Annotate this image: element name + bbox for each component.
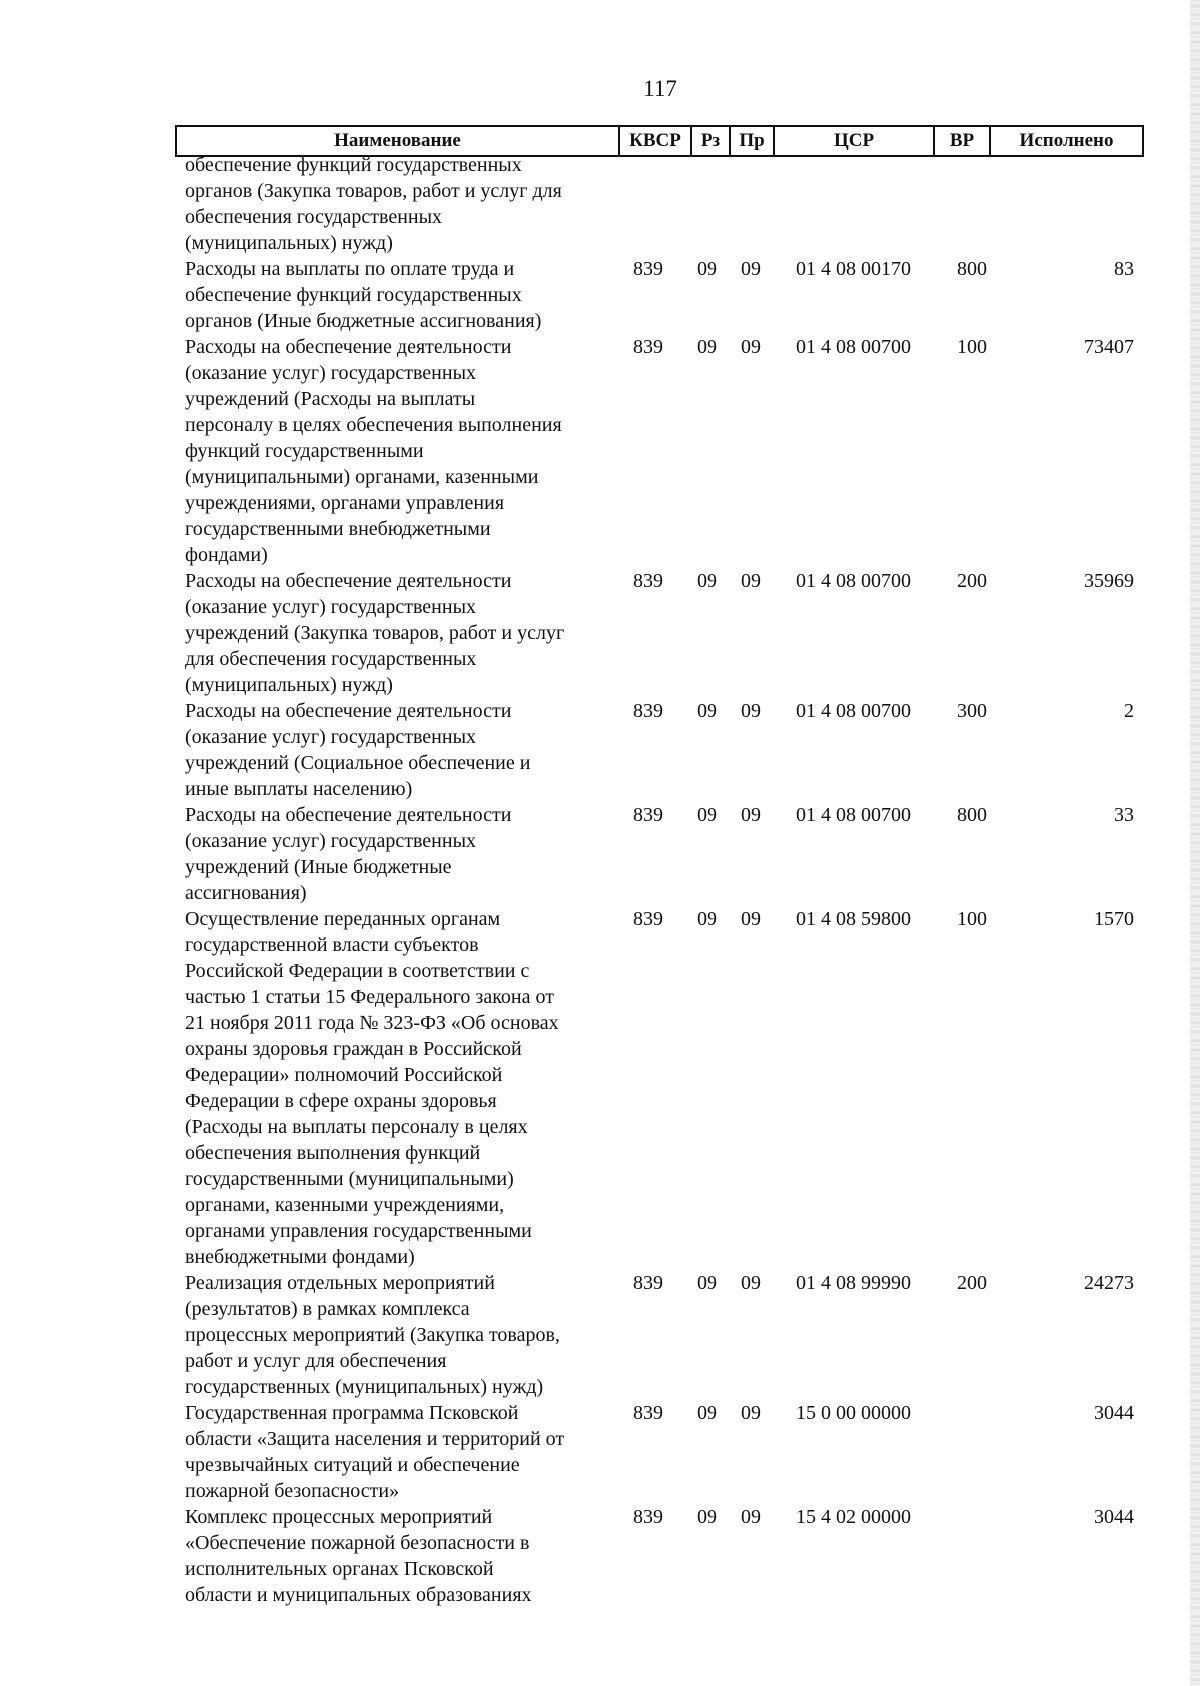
row-name-line: обеспечение функций государственных	[185, 154, 522, 176]
row-name-line: (результатов) в рамках комплекса	[185, 1298, 470, 1320]
row-kvsr: 839	[633, 804, 663, 826]
row-name	[185, 1504, 605, 1608]
row-name-line: функций государственными	[185, 440, 424, 462]
row-name-line: «Обеспечение пожарной безопасности в	[185, 1532, 530, 1554]
row-csr: 01 4 08 00170	[796, 258, 911, 280]
header-name: Наименование	[175, 127, 618, 155]
header-kvsr: КВСР	[618, 127, 690, 155]
row-name-line: органами управления государственными	[185, 1220, 532, 1242]
row-name-line: учреждений (Иные бюджетные	[185, 856, 452, 878]
row-vr: 800	[957, 804, 987, 826]
row-name	[185, 152, 605, 256]
row-rz: 09	[697, 336, 717, 358]
row-name-line: государственных (муниципальных) нужд)	[185, 1376, 544, 1398]
row-name-line: персоналу в целях обеспечения выполнения	[185, 414, 562, 436]
row-kvsr: 839	[633, 1272, 663, 1294]
header-rz: Рз	[690, 127, 729, 155]
row-name-line: 21 ноября 2011 года № 323-ФЗ «Об основах	[185, 1012, 559, 1034]
header-pr: Пр	[729, 127, 773, 155]
row-csr: 01 4 08 00700	[796, 570, 911, 592]
row-name-line: (муниципальными) органами, казенными	[185, 466, 539, 488]
header-vr: ВР	[933, 127, 989, 155]
row-name-line: Российской Федерации в соответствии с	[185, 960, 530, 982]
row-name-line: работ и услуг для обеспечения	[185, 1350, 447, 1372]
row-amount: 1570	[1094, 908, 1134, 930]
row-vr: 300	[957, 700, 987, 722]
row-kvsr: 839	[633, 258, 663, 280]
row-name	[185, 906, 605, 1270]
row-name-line: (оказание услуг) государственных	[185, 362, 477, 384]
row-name-line: Расходы на обеспечение деятельности	[185, 336, 512, 358]
row-pr: 09	[741, 336, 761, 358]
row-name-line: пожарной безопасности»	[185, 1480, 400, 1502]
row-csr: 15 4 02 00000	[796, 1506, 911, 1528]
scan-edge	[1190, 0, 1200, 1686]
row-rz: 09	[697, 1402, 717, 1424]
row-name-line: процессных мероприятий (Закупка товаров,	[185, 1324, 560, 1346]
row-name-line: (оказание услуг) государственных	[185, 726, 477, 748]
row-kvsr: 839	[633, 570, 663, 592]
row-kvsr: 839	[633, 700, 663, 722]
row-name-line: обеспечение функций государственных	[185, 284, 522, 306]
row-pr: 09	[741, 570, 761, 592]
row-kvsr: 839	[633, 908, 663, 930]
row-name	[185, 256, 605, 334]
row-name-line: Комплекс процессных мероприятий	[185, 1506, 493, 1528]
row-name-line: охраны здоровья граждан в Российской	[185, 1038, 522, 1060]
row-name-line: учреждений (Закупка товаров, работ и услуг	[185, 622, 565, 644]
row-name-line: органами, казенными учреждениями,	[185, 1194, 505, 1216]
page-number: 117	[643, 76, 677, 101]
row-rz: 09	[697, 570, 717, 592]
row-pr: 09	[741, 1402, 761, 1424]
row-name-line: государственными (муниципальными)	[185, 1168, 514, 1190]
row-name-line: (Расходы на выплаты персоналу в целях	[185, 1116, 528, 1138]
row-name-line: учреждений (Социальное обеспечение и	[185, 752, 531, 774]
row-name-line: частью 1 статьи 15 Федерального закона от	[185, 986, 554, 1008]
row-name-line: (муниципальных) нужд)	[185, 674, 393, 696]
row-name-line: Расходы на обеспечение деятельности	[185, 570, 512, 592]
row-pr: 09	[741, 700, 761, 722]
row-vr: 200	[957, 570, 987, 592]
row-kvsr: 839	[633, 1506, 663, 1528]
row-kvsr: 839	[633, 336, 663, 358]
row-name-line: государственными внебюджетными	[185, 518, 491, 540]
row-vr: 200	[957, 1272, 987, 1294]
row-name	[185, 698, 605, 802]
row-name-line: ассигнования)	[185, 882, 307, 904]
row-amount: 83	[1114, 258, 1134, 280]
row-name-line: для обеспечения государственных	[185, 648, 477, 670]
row-csr: 15 0 00 00000	[796, 1402, 911, 1424]
row-vr: 800	[957, 258, 987, 280]
row-amount: 35969	[1084, 570, 1134, 592]
row-name-line: области и муниципальных образованиях	[185, 1584, 532, 1606]
row-name-line: Расходы на обеспечение деятельности	[185, 700, 512, 722]
row-name	[185, 334, 605, 568]
row-name-line: Реализация отдельных мероприятий	[185, 1272, 495, 1294]
row-csr: 01 4 08 99990	[796, 1272, 911, 1294]
row-name-line: Федерации» полномочий Российской	[185, 1064, 503, 1086]
row-csr: 01 4 08 00700	[796, 804, 911, 826]
row-name-line: (оказание услуг) государственных	[185, 830, 477, 852]
row-pr: 09	[741, 1272, 761, 1294]
row-name-line: Федерации в сфере охраны здоровья	[185, 1090, 497, 1112]
row-name-line: органов (Иные бюджетные ассигнования)	[185, 310, 542, 332]
row-pr: 09	[741, 1506, 761, 1528]
row-name	[185, 1270, 605, 1400]
row-name	[185, 1400, 605, 1504]
row-name-line: области «Защита населения и территорий от	[185, 1428, 565, 1450]
row-csr: 01 4 08 00700	[796, 336, 911, 358]
row-name-line: фондами)	[185, 544, 268, 566]
row-csr: 01 4 08 00700	[796, 700, 911, 722]
row-name-line: внебюджетными фондами)	[185, 1246, 415, 1268]
row-rz: 09	[697, 804, 717, 826]
row-name-line: (оказание услуг) государственных	[185, 596, 477, 618]
row-vr: 100	[957, 908, 987, 930]
row-pr: 09	[741, 908, 761, 930]
row-pr: 09	[741, 804, 761, 826]
row-rz: 09	[697, 1506, 717, 1528]
row-name-line: Государственная программа Псковской	[185, 1402, 519, 1424]
row-name-line: иные выплаты населению)	[185, 778, 413, 800]
row-amount: 24273	[1084, 1272, 1134, 1294]
row-name-line: Расходы на выплаты по оплате труда и	[185, 258, 515, 280]
row-name-line: чрезвычайных ситуаций и обеспечение	[185, 1454, 520, 1476]
row-name-line: исполнительных органах Псковской	[185, 1558, 494, 1580]
row-vr: 100	[957, 336, 987, 358]
header-csr: ЦСР	[773, 127, 933, 155]
header-amount: Исполнено	[989, 127, 1144, 155]
row-name-line: Расходы на обеспечение деятельности	[185, 804, 512, 826]
row-amount: 2	[1124, 700, 1134, 722]
row-rz: 09	[697, 1272, 717, 1294]
row-name-line: Осуществление переданных органам	[185, 908, 501, 930]
row-name-line: (муниципальных) нужд)	[185, 232, 393, 254]
row-amount: 3044	[1094, 1506, 1134, 1528]
row-amount: 3044	[1094, 1402, 1134, 1424]
row-name-line: государственной власти субъектов	[185, 934, 479, 956]
row-amount: 73407	[1084, 336, 1134, 358]
row-name	[185, 568, 605, 698]
row-name-line: учреждений (Расходы на выплаты	[185, 388, 476, 410]
row-name-line: обеспечения государственных	[185, 206, 443, 228]
row-rz: 09	[697, 908, 717, 930]
row-csr: 01 4 08 59800	[796, 908, 911, 930]
row-name	[185, 802, 605, 906]
row-amount: 33	[1114, 804, 1134, 826]
row-name-line: обеспечения выполнения функций	[185, 1142, 481, 1164]
row-pr: 09	[741, 258, 761, 280]
row-rz: 09	[697, 258, 717, 280]
row-rz: 09	[697, 700, 717, 722]
row-kvsr: 839	[633, 1402, 663, 1424]
row-name-line: учреждениями, органами управления	[185, 492, 505, 514]
row-name-line: органов (Закупка товаров, работ и услуг для	[185, 180, 562, 202]
